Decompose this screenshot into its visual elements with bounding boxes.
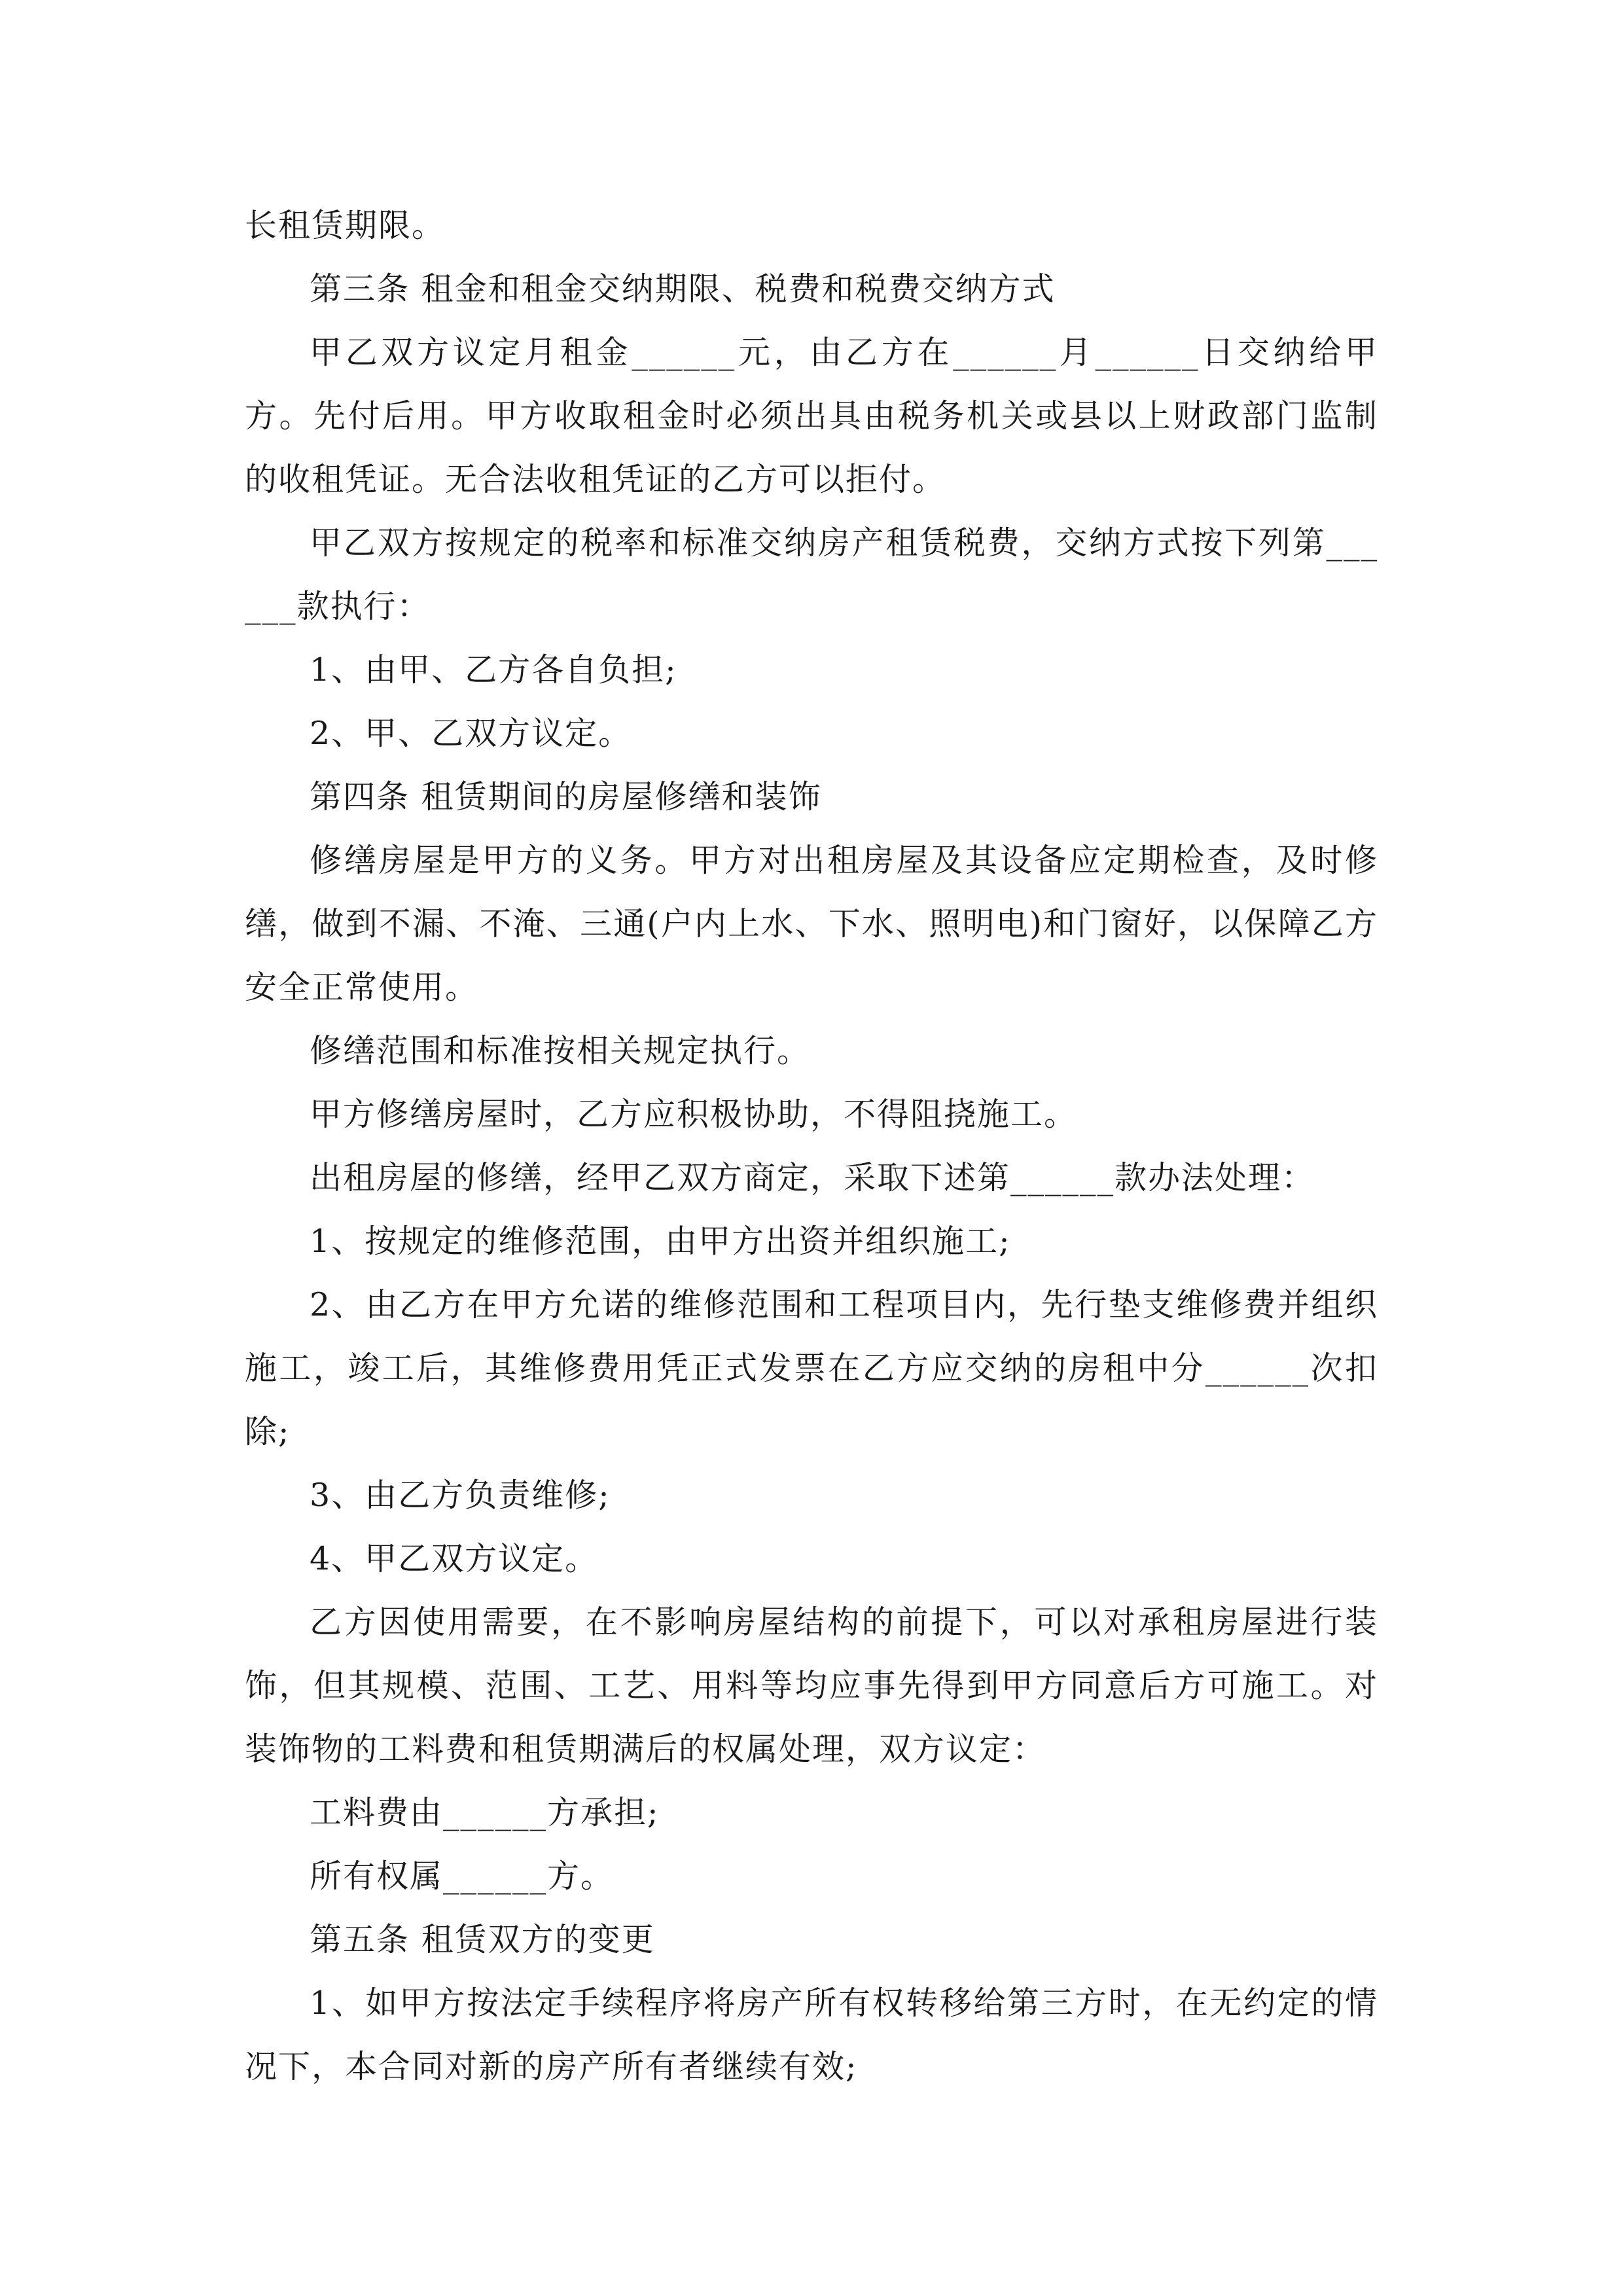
paragraph-repair-method: 出租房屋的修缮，经甲乙双方商定，采取下述第______款办法处理：	[310, 1159, 1315, 1196]
paragraph-material-cost: 工料费由______方承担;	[310, 1794, 660, 1831]
article-5-heading: 第五条 租赁双方的变更	[310, 1921, 655, 1958]
list-item: 2、由乙方在甲方允诺的维修范围和工程项目内，先行垫支维修费并组织施工，竣工后，其维修费用凭正式发票在乙方应交纳的房租中分______次扣除;	[245, 1286, 1378, 1450]
paragraph-tax-payment: 甲乙双方按规定的税率和标准交纳房产租赁税费，交纳方式按下列第______款执行：	[245, 524, 1378, 625]
list-item: 1、按规定的维修范围，由甲方出资并组织施工;	[310, 1223, 1011, 1260]
paragraph-repair-duty: 修缮房屋是甲方的义务。甲方对出租房屋及其设备应定期检查，及时修缮，做到不漏、不淹、三通(户内上水、下水、照明电)和门窗好，以保障乙方安全正常使用。	[245, 842, 1378, 1006]
paragraph-continuation: 长租赁期限。	[245, 207, 446, 244]
paragraph-ownership: 所有权属______方。	[310, 1857, 615, 1895]
paragraph-repair-scope: 修缮范围和标准按相关规定执行。	[310, 1032, 811, 1069]
paragraph-decoration: 乙方因使用需要，在不影响房屋结构的前提下，可以对承租房屋进行装饰，但其规模、范围、工艺、用料等均应事先得到甲方同意后方可施工。对装饰物的工料费和租赁期满后的权属处理，双方议定：	[245, 1604, 1378, 1768]
list-item: 1、如甲方按法定手续程序将房产所有权转移给第三方时，在无约定的情况下，本合同对新的房产所有者继续有效;	[245, 1984, 1378, 2085]
article-4-heading: 第四条 租赁期间的房屋修缮和装饰	[310, 778, 822, 816]
list-item: 2、甲、乙双方议定。	[310, 715, 632, 752]
paragraph-rent-amount: 甲乙双方议定月租金______元，由乙方在______月______日交纳给甲方。先付后用。甲方收取租金时必须出具由税务机关或县以上财政部门监制的收租凭证。无合法收租凭证的乙方可以拒付。	[245, 334, 1378, 498]
list-item: 4、甲乙双方议定。	[310, 1540, 599, 1577]
document-body	[245, 194, 1378, 2098]
list-item: 3、由乙方负责维修;	[310, 1477, 611, 1514]
article-3-heading: 第三条 租金和租金交纳期限、税费和税费交纳方式	[310, 270, 1056, 308]
list-item: 1、由甲、乙方各自负担;	[310, 651, 677, 689]
paragraph-repair-cooperation: 甲方修缮房屋时，乙方应积极协助，不得阻挠施工。	[310, 1096, 1078, 1133]
